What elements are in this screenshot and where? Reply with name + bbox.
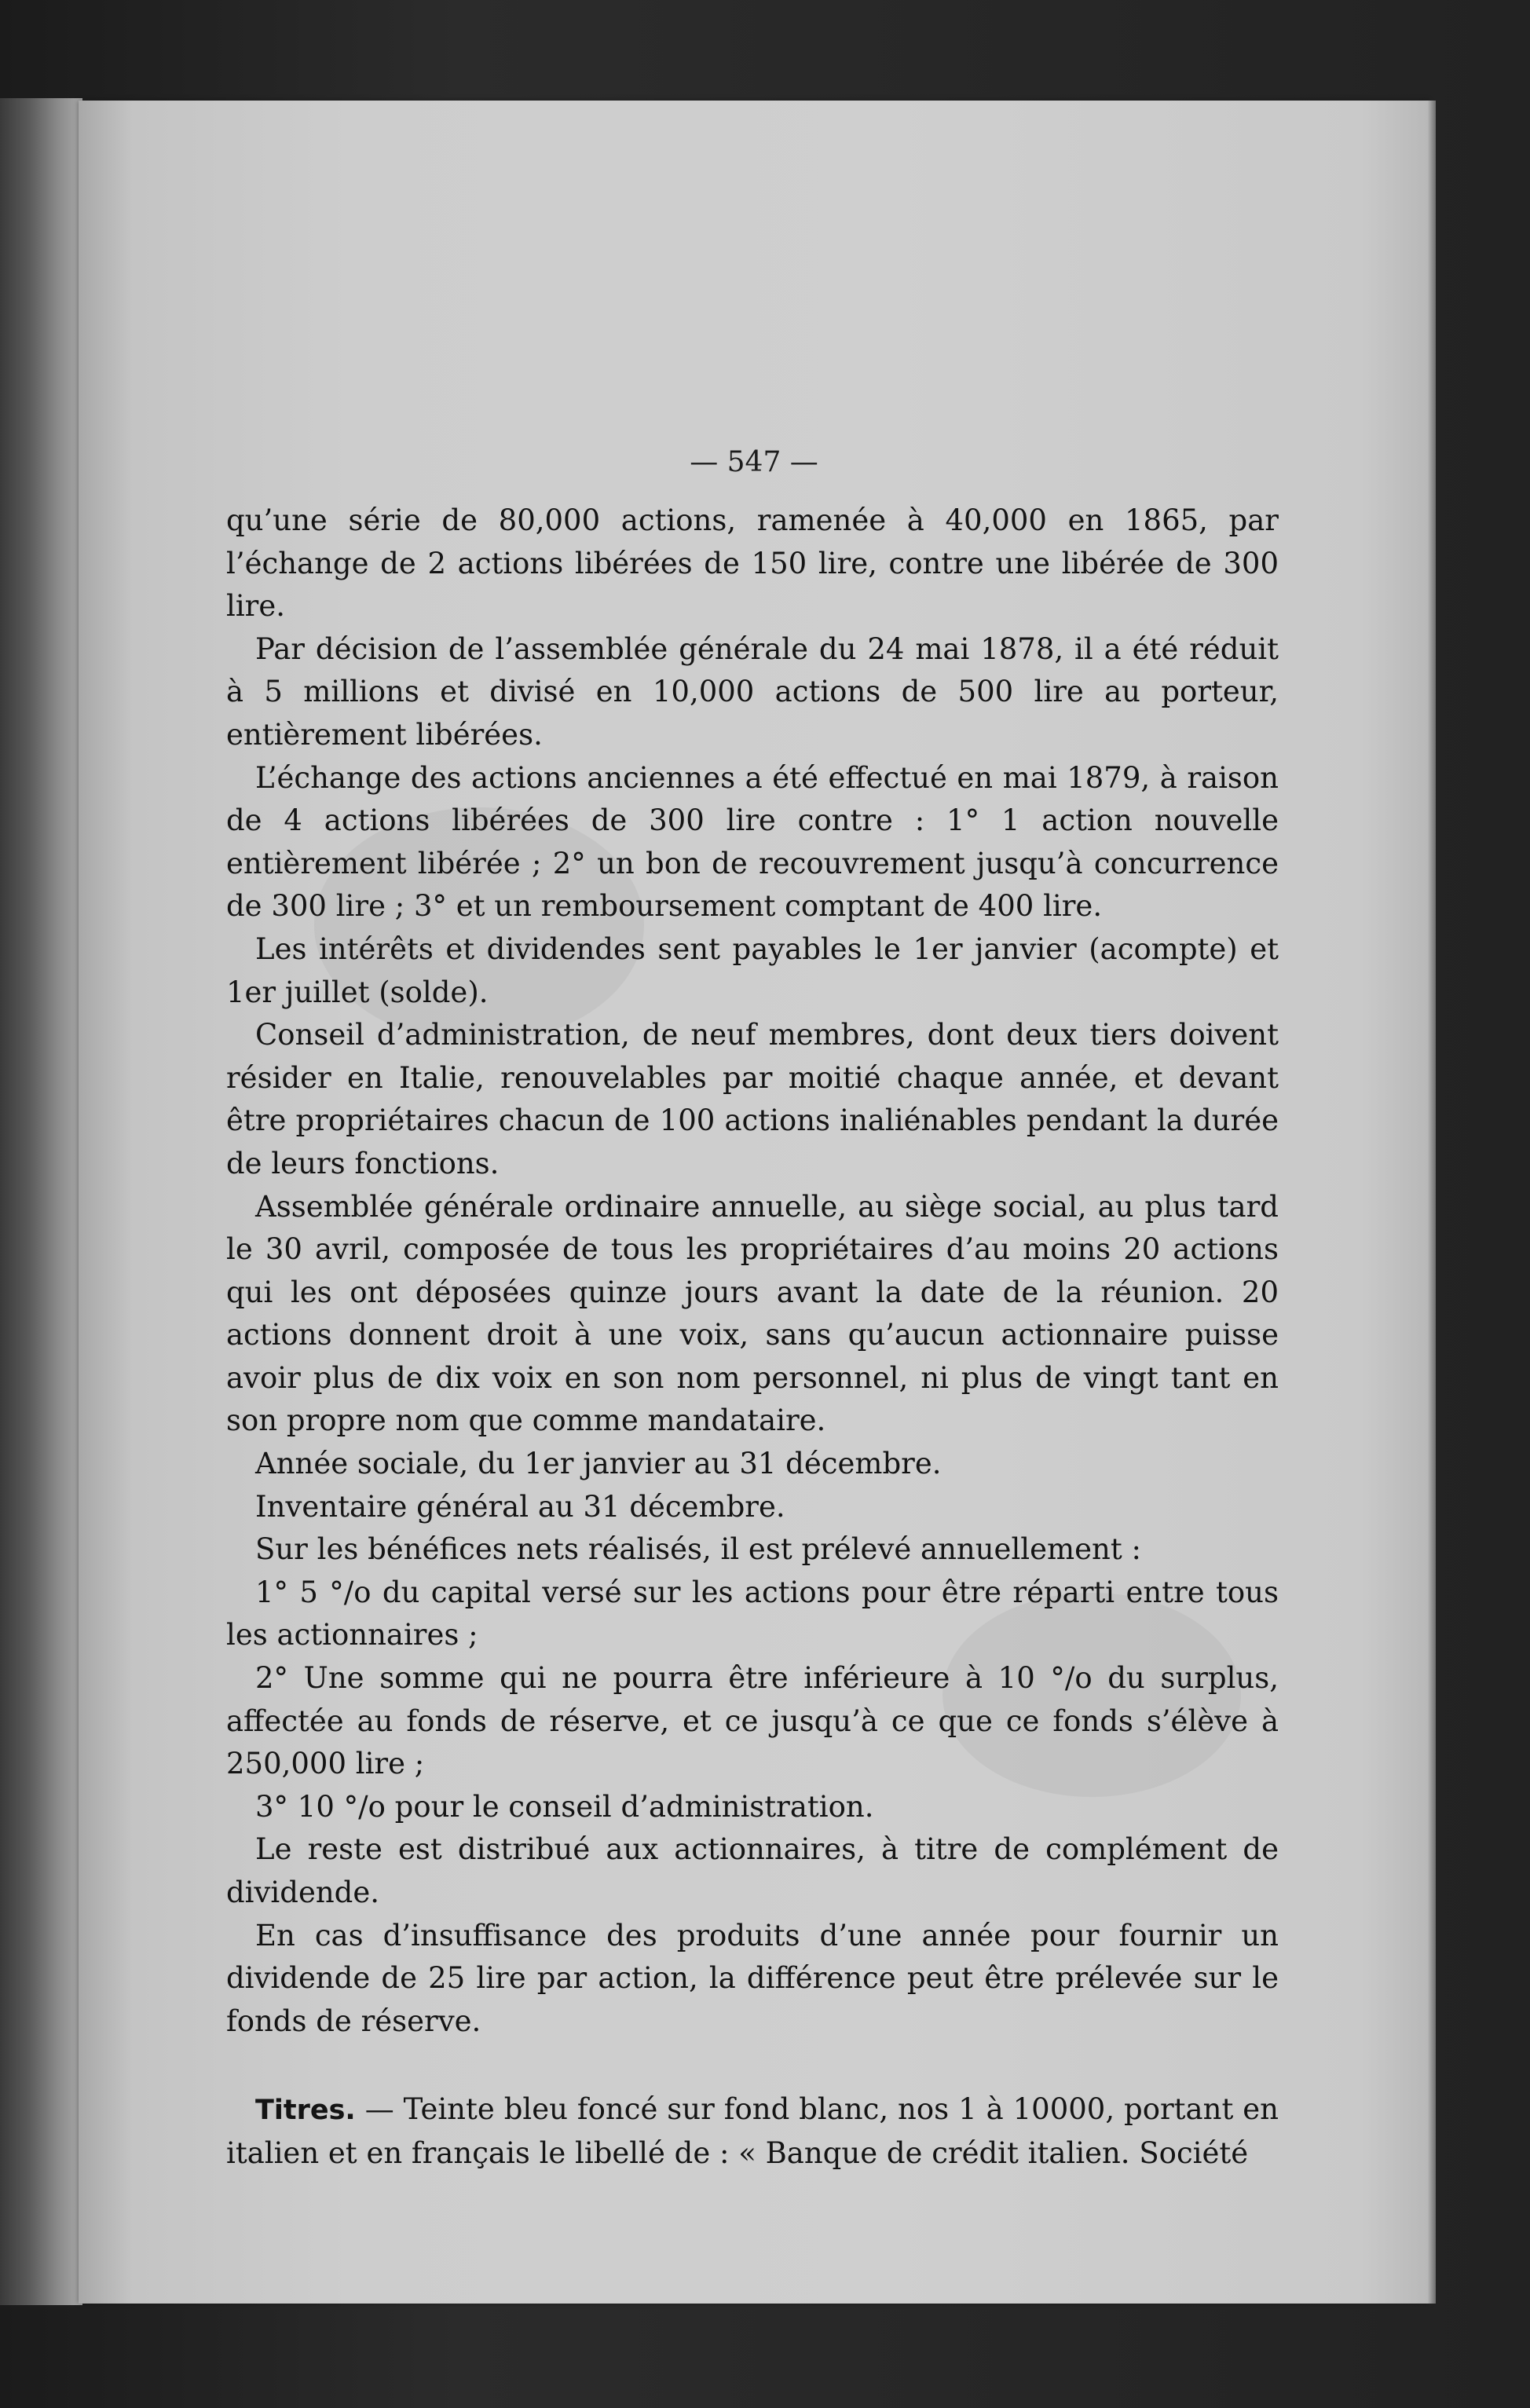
paragraph: En cas d’insuffisance des produits d’une année pour fournir un dividende de 25 lire par action, la différence peut être prélevée sur le fonds de réserve. xyxy=(226,1918,1279,2038)
titres-label: Titres. xyxy=(255,2095,356,2127)
paragraph: Les intérêts et dividendes sent payables le 1er janvier (acompte) et 1er juillet (solde). xyxy=(226,931,1279,1009)
paragraph: Le reste est distribué aux actionnaires, à titre de complément de dividende. xyxy=(226,1832,1279,1909)
paragraph: Sur les bénéfices nets réalisés, il est prélevé annuellement : xyxy=(255,1532,1141,1567)
book-binding xyxy=(0,98,82,2305)
paragraph: Conseil d’administration, de neuf membres, dont deux tiers doivent résider en Italie, renouvelables par moitié chaque année, et devant être propriétaires chacun de 100 actions inaliénables pendant la durée de leurs fonctions. xyxy=(226,1018,1279,1180)
paragraph: Par décision de l’assemblée générale du 24 mai 1878, il a été réduit à 5 millions et divisé en 10,000 actions de 500 lire au porteur, entièrement libérées. xyxy=(226,631,1279,752)
paragraph: 1° 5 °/o du capital versé sur les actions pour être réparti entre tous les actionnaires ; xyxy=(226,1575,1279,1652)
paragraph: Assemblée générale ordinaire annuelle, au siège social, au plus tard le 30 avril, composée de tous les propriétaires d’au moins 20 actions qui les ont déposées quinze jours avant la date de la réunion. 20 actions donnent droit à une voix, sans qu’aucun actionnaire puisse avoir plus de dix voix en son nom personnel, ni plus de vingt tant en son propre nom que comme mandataire. xyxy=(226,1189,1279,1438)
titres-paragraph xyxy=(226,2088,1279,2175)
paragraph: Année sociale, du 1er janvier au 31 décembre. xyxy=(255,1447,942,1481)
paragraph: 3° 10 °/o pour le conseil d’administration. xyxy=(255,1789,874,1824)
titres-text: — Teinte bleu foncé sur fond blanc, nos 1 à 10000, portant en italien et en français le libellé de : « Banque de crédit italien. Société xyxy=(226,2092,1279,2170)
page-edge xyxy=(1428,101,1436,2304)
paragraph: qu’une série de 80,000 actions, ramenée à 40,000 en 1865, par l’échange de 2 actions libérées de 150 lire, contre une libérée de 300 lire. xyxy=(226,503,1279,624)
paragraph: Inventaire général au 31 décembre. xyxy=(255,1489,785,1524)
paragraph: 2° Une somme qui ne pourra être inférieure à 10 °/o du surplus, affectée au fonds de réserve, et ce jusqu’à ce que ce fonds s’élève à 250,000 lire ; xyxy=(226,1661,1279,1781)
book-page xyxy=(79,101,1429,2304)
body-text xyxy=(226,500,1279,2176)
page-number: — 547 — xyxy=(690,446,818,478)
section-gap xyxy=(226,2043,1279,2088)
paragraph: L’échange des actions anciennes a été effectué en mai 1879, à raison de 4 actions libérées de 300 lire contre : 1° 1 action nouvelle entièrement libérée ; 2° un bon de recouvrement jusqu’à concurrence de 300 lire ; 3° et un remboursement comptant de 400 lire. xyxy=(226,760,1279,924)
